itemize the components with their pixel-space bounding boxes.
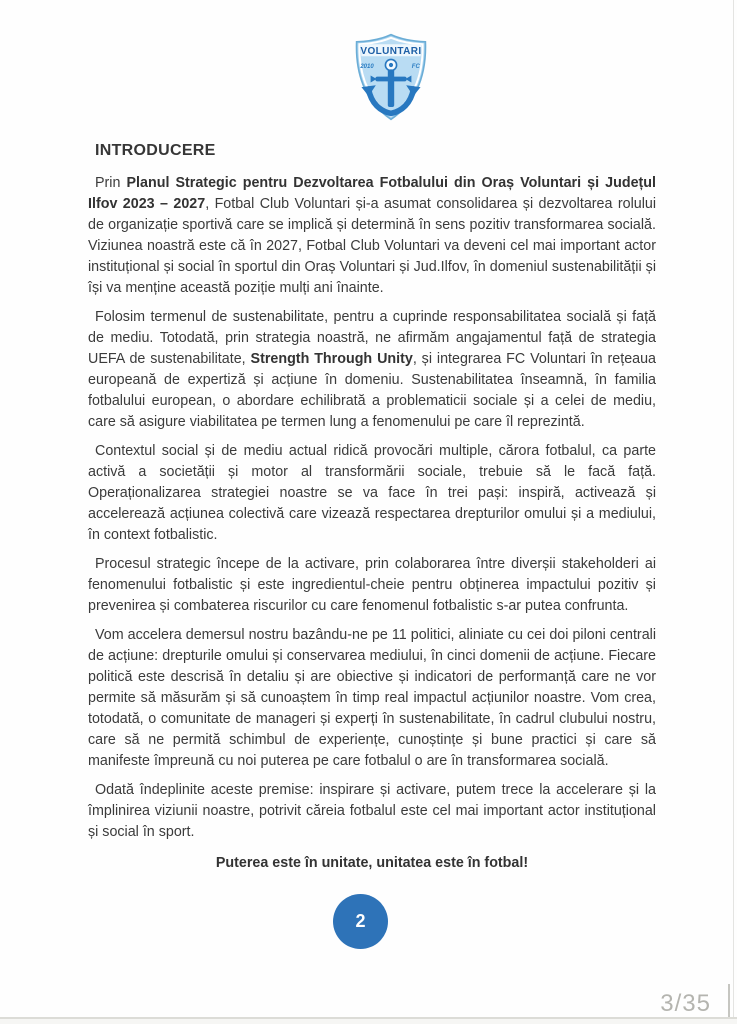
page-number-badge bbox=[333, 894, 388, 949]
paragraph-sustainability bbox=[88, 307, 656, 433]
paragraph-bold-text: Strength Through Unity bbox=[250, 351, 413, 367]
viewer-page-indicator: 3/35 bbox=[660, 990, 711, 1017]
document-body bbox=[88, 140, 656, 874]
paragraph-process bbox=[88, 554, 656, 617]
closing-motto: Puterea este în unitate, unitatea este în fotbal! bbox=[215, 855, 529, 871]
voluntari-club-crest bbox=[351, 33, 431, 121]
page-bottom-strip bbox=[0, 1019, 737, 1024]
paragraph-text: , Fotbal Club Voluntari și-a asumat consolidarea și dezvoltarea rolului de organizație sportivă care se implică și determină în sens pozitiv transformarea socială. Viziunea noastră este că în 2027, Fotbal Club Voluntari va deveni cel mai important actor instituțional și social în sportul din Oraș Voluntari și Jud.Ilfov, în domeniul sustenabilității și își va menține această poziție mulți ani înainte. bbox=[88, 196, 656, 296]
paragraph-text: , și integrarea FC Voluntari în rețeaua europeană de expertiză și acțiune în domeniu. Sustenabilitatea înseamnă, în familia fotbalului european, o abordare echilibrată a problematicii sociale și a celei de mediu, care să asigure viabilitatea pe termen lung a fenomenului pe care îl reprezintă. bbox=[88, 351, 656, 430]
svg-text:VOLUNTARI: VOLUNTARI bbox=[360, 45, 422, 57]
section-heading: INTRODUCERE bbox=[95, 142, 216, 159]
svg-text:2010: 2010 bbox=[360, 64, 374, 71]
page-edge-line bbox=[733, 0, 734, 1024]
page-corner-edge bbox=[728, 984, 730, 1017]
paragraph-text: Contextul social și de mediu actual ridică provocări multiple, cărora fotbalul, ca parte activă a societății și motor al transformării sociale, trebuie să le facă față. Operaționalizarea strategiei noastre se va face în trei pași: inspiră, activează și accelerează acțiunea colectivă care vizează respectarea drepturilor omului și a mediului, în context fotbalistic. bbox=[88, 443, 656, 543]
paragraph-policies bbox=[88, 625, 656, 772]
paragraph-premises bbox=[88, 780, 656, 843]
paragraph-bold-text: Planul Strategic pentru Dezvoltarea Fotbalului din Oraș Voluntari și Județul Ilfov 2023 – 2027 bbox=[88, 175, 656, 212]
paragraph-text: Prin bbox=[95, 175, 127, 191]
paragraph-text: Vom accelera demersul nostru bazându-ne pe 11 politici, aliniate cu cei doi piloni centrali de acțiune: drepturile omului și conservarea mediului, în cinci domenii de acțiune. Fiecare politică este descrisă în detaliu și are obiective și indicatori de performanță care ne vor permite să măsurăm și să cunoaștem în timp real impactul acțiunilor noastre. Vom crea, totodată, o comunitate de manageri și experți în sustenabilitate, în cadrul clubului nostru, care să ne permită schimbul de experiențe, cunoștințe și bune practici și care să manifeste împreună cu noi puterea pe care fotbalul o are în transformarea socială. bbox=[88, 627, 656, 769]
paragraph-text: Odată îndeplinite aceste premise: inspirare și activare, putem trece la accelerare și la împlinirea viziunii noastre, potrivit căreia fotbalul este cel mai important actor instituțional și social în sport. bbox=[88, 782, 656, 840]
paragraph-text: Folosim termenul de sustenabilitate, pentru a cuprinde responsabilitatea socială și față de mediu. Totodată, prin strategia noastră, ne afirmăm angajamentul față de strategia UEFA de sustenabilitate, bbox=[88, 309, 656, 367]
paragraph-text: Procesul strategic începe de la activare, prin colaborarea între diverșii stakeholderi ai fenomenului fotbalistic și este ingredientul-cheie pentru obținerea impactului pozitiv și prevenirea și combaterea riscurilor cu care fenomenul fotbalistic s-ar putea confrunta. bbox=[88, 556, 656, 614]
club-crest-icon bbox=[351, 33, 431, 121]
page-number: 2 bbox=[355, 911, 366, 931]
paragraph-intro-plan bbox=[88, 173, 656, 299]
paragraph-context bbox=[88, 441, 656, 546]
svg-text:FC: FC bbox=[411, 64, 420, 71]
